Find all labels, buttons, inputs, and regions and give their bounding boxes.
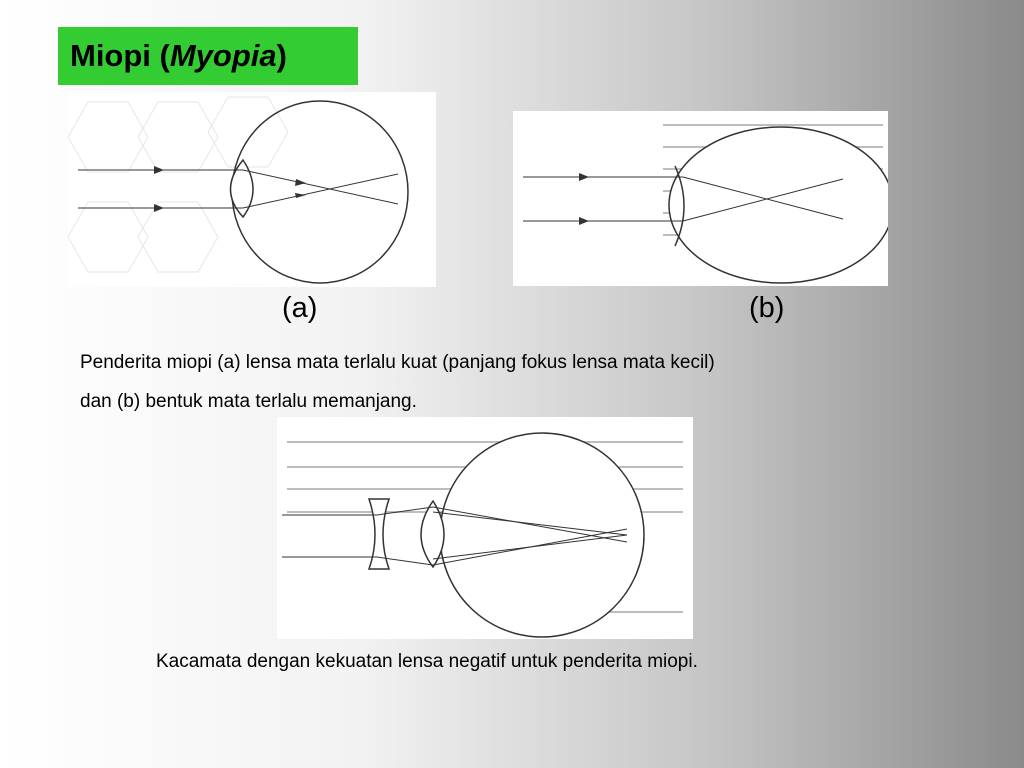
slide-title-box [58,27,358,85]
description-line-1: Penderita miopi (a) lensa mata terlalu kuat (panjang fokus lensa mata kecil) [80,352,715,373]
figure-a-eye-diagram [68,92,436,287]
figure-correction-diagram [277,417,693,639]
description-line-2: dan (b) bentuk mata terlalu memanjang. [80,391,417,412]
figure-b-eye-diagram [513,111,888,286]
slide-title: Miopi (Myopia) [70,38,287,73]
figure-b-label: (b) [749,292,785,324]
slide-title-italic: Myopia [169,38,277,73]
figure-a-label: (a) [282,292,318,324]
correction-caption: Kacamata dengan kekuatan lensa negatif untuk penderita miopi. [156,651,698,672]
